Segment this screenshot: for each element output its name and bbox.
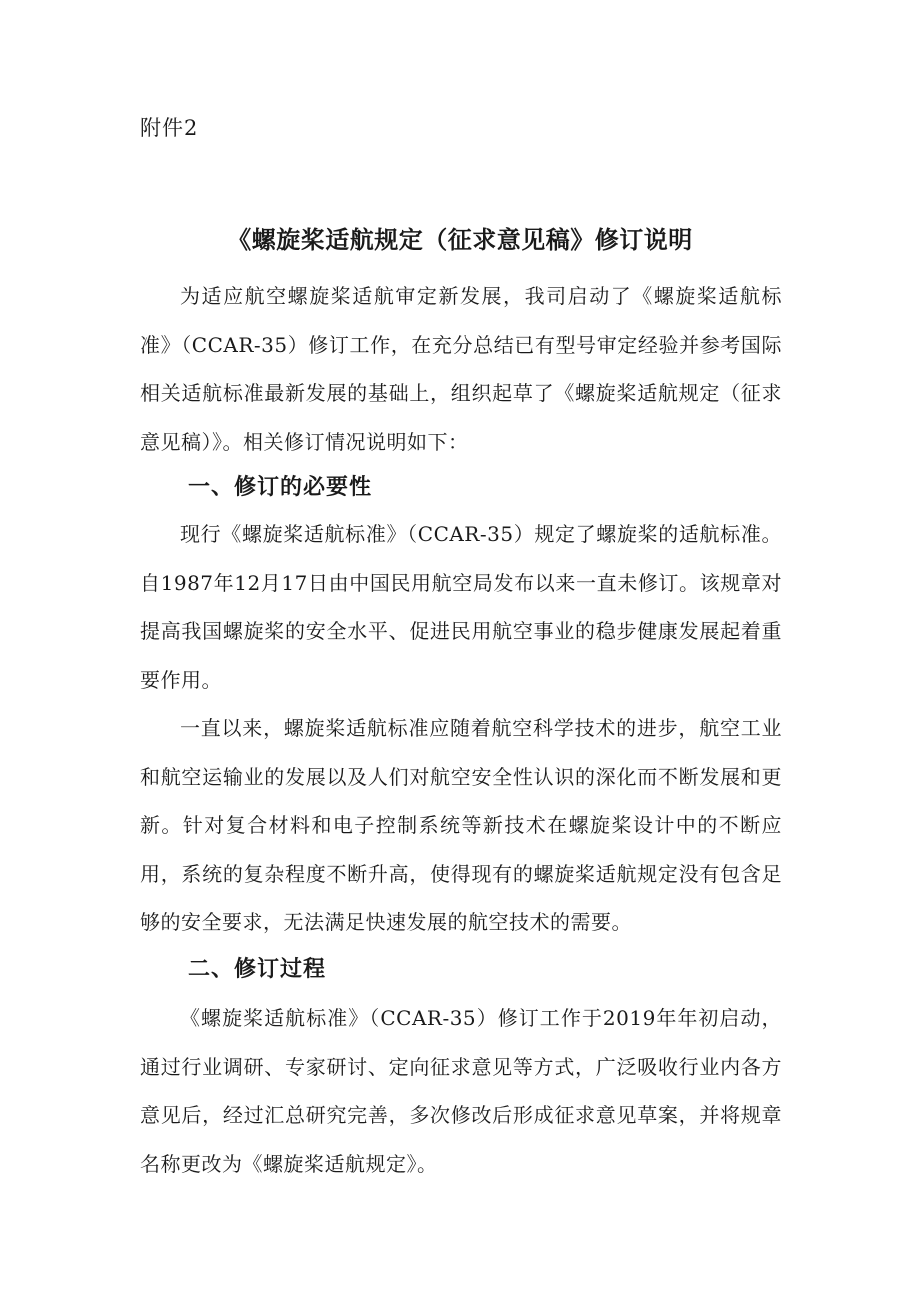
process-paragraph: 《螺旋桨适航标准》（CCAR-35）修订工作于2019年年初启动，通过行业调研、专家研讨、定向征求意见等方式，广泛吸收行业内各方意见后，经过汇总研究完善，多次修改后形成征求意见草案，并将规章名称更改为《螺旋桨适航规定》。	[140, 1006, 782, 1176]
attachment-label: 附件2	[140, 116, 199, 140]
section-heading-process: 二、修订过程	[188, 957, 327, 982]
document-title: 《螺旋桨适航规定（征求意见稿》修订说明	[227, 226, 693, 254]
necessity-paragraph-1: 现行《螺旋桨适航标准》（CCAR-35）规定了螺旋桨的适航标准。自1987年12月17日由中国民用航空局发布以来一直未修订。该规章对提高我国螺旋桨的安全水平、促进民用航空事业的稳步健康发展起着重要作用。	[140, 522, 782, 692]
intro-paragraph: 为适应航空螺旋桨适航审定新发展，我司启动了《螺旋桨适航标准》（CCAR-35）修订工作，在充分总结已有型号审定经验并参考国际相关适航标准最新发展的基础上，组织起草了《螺旋桨适航规定（征求意见稿）》。相关修订情况说明如下：	[140, 284, 782, 454]
necessity-paragraph-2: 一直以来，螺旋桨适航标准应随着航空科学技术的进步，航空工业和航空运输业的发展以及人们对航空安全性认识的深化而不断发展和更新。针对复合材料和电子控制系统等新技术在螺旋桨设计中的不断应用，系统的复杂程度不断升高，使得现有的螺旋桨适航规定没有包含足够的安全要求，无法满足快速发展的航空技术的需要。	[140, 716, 782, 934]
section-heading-necessity: 一、修订的必要性	[188, 475, 373, 500]
